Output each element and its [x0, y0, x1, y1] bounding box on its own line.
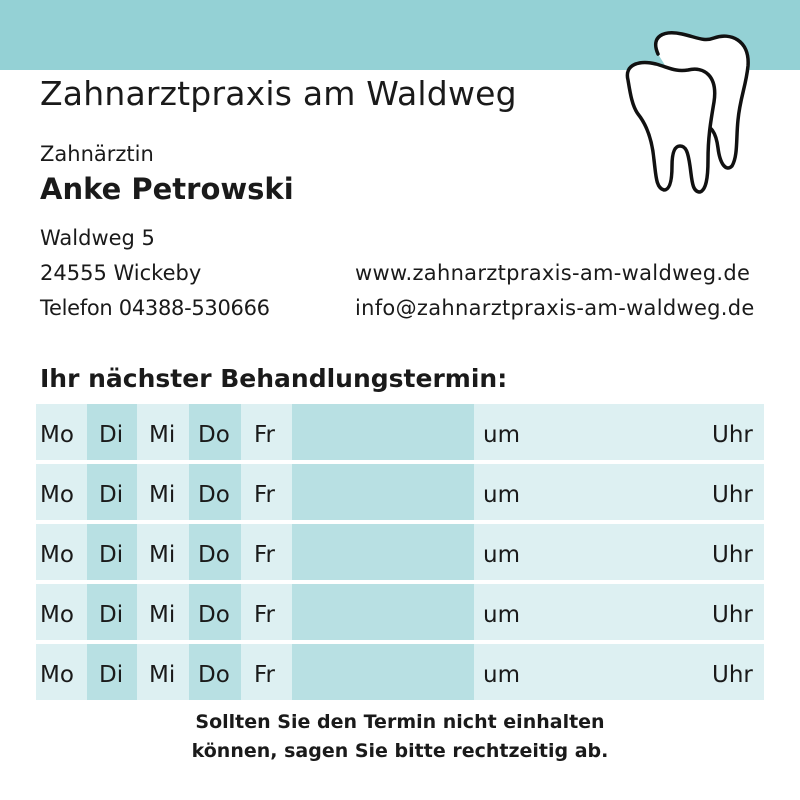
- day-option-do[interactable]: Do: [189, 644, 241, 700]
- cancellation-note: [0, 708, 800, 766]
- day-option-mi[interactable]: Mi: [149, 602, 176, 628]
- time-unit-label: Uhr: [712, 482, 753, 508]
- day-option-mo[interactable]: Mo: [40, 422, 74, 448]
- appointment-heading: Ihr nächster Behandlungstermin:: [40, 364, 508, 393]
- doctor-title: Zahnärztin: [40, 142, 154, 166]
- day-option-mi[interactable]: Mi: [149, 482, 176, 508]
- time-label: um: [483, 422, 520, 448]
- time-field[interactable]: [536, 464, 696, 520]
- address-street: Waldweg 5: [40, 226, 155, 250]
- day-option-mo[interactable]: Mo: [40, 482, 74, 508]
- day-option-mo[interactable]: Mo: [40, 662, 74, 688]
- day-option-fr[interactable]: Fr: [254, 542, 276, 568]
- cancellation-note-line-1: Sollten Sie den Termin nicht einhalten: [195, 711, 605, 733]
- address-city: 24555 Wickeby: [40, 261, 202, 285]
- day-option-do[interactable]: Do: [189, 524, 241, 580]
- practice-name: Zahnarztpraxis am Waldweg: [40, 74, 517, 113]
- time-label: um: [483, 482, 520, 508]
- day-option-fr[interactable]: Fr: [254, 602, 276, 628]
- appointment-row: [36, 524, 764, 580]
- day-option-di[interactable]: Di: [87, 644, 137, 700]
- day-option-fr[interactable]: Fr: [254, 662, 276, 688]
- time-label: um: [483, 662, 520, 688]
- time-label: um: [483, 542, 520, 568]
- day-option-do[interactable]: Do: [189, 584, 241, 640]
- day-option-mo[interactable]: Mo: [40, 602, 74, 628]
- day-option-mi[interactable]: Mi: [149, 542, 176, 568]
- day-option-do[interactable]: Do: [189, 464, 241, 520]
- day-option-fr[interactable]: Fr: [254, 422, 276, 448]
- day-option-di[interactable]: Di: [87, 464, 137, 520]
- tooth-icon: [610, 20, 760, 200]
- time-unit-label: Uhr: [712, 422, 753, 448]
- doctor-name: Anke Petrowski: [40, 172, 294, 206]
- day-option-di[interactable]: Di: [87, 584, 137, 640]
- date-field[interactable]: [292, 584, 474, 640]
- time-unit-label: Uhr: [712, 602, 753, 628]
- appointment-row: [36, 404, 764, 460]
- appointment-row: [36, 464, 764, 520]
- time-label: um: [483, 602, 520, 628]
- time-field[interactable]: [536, 584, 696, 640]
- time-unit-label: Uhr: [712, 542, 753, 568]
- appointment-row: [36, 584, 764, 640]
- website-link[interactable]: www.zahnarztpraxis-am-waldweg.de: [355, 261, 751, 285]
- day-option-di[interactable]: Di: [87, 524, 137, 580]
- time-field[interactable]: [536, 524, 696, 580]
- appointment-row: [36, 644, 764, 700]
- date-field[interactable]: [292, 644, 474, 700]
- date-field[interactable]: [292, 404, 474, 460]
- time-field[interactable]: [536, 644, 696, 700]
- phone-number: Telefon 04388-530666: [40, 296, 270, 320]
- date-field[interactable]: [292, 464, 474, 520]
- email-link[interactable]: info@zahnarztpraxis-am-waldweg.de: [355, 296, 755, 320]
- day-option-mi[interactable]: Mi: [149, 662, 176, 688]
- date-field[interactable]: [292, 524, 474, 580]
- appointment-table: [36, 404, 764, 704]
- day-option-mo[interactable]: Mo: [40, 542, 74, 568]
- day-option-mi[interactable]: Mi: [149, 422, 176, 448]
- day-option-do[interactable]: Do: [189, 404, 241, 460]
- time-field[interactable]: [536, 404, 696, 460]
- day-option-fr[interactable]: Fr: [254, 482, 276, 508]
- day-option-di[interactable]: Di: [87, 404, 137, 460]
- time-unit-label: Uhr: [712, 662, 753, 688]
- cancellation-note-line-2: können, sagen Sie bitte rechtzeitig ab.: [191, 740, 609, 762]
